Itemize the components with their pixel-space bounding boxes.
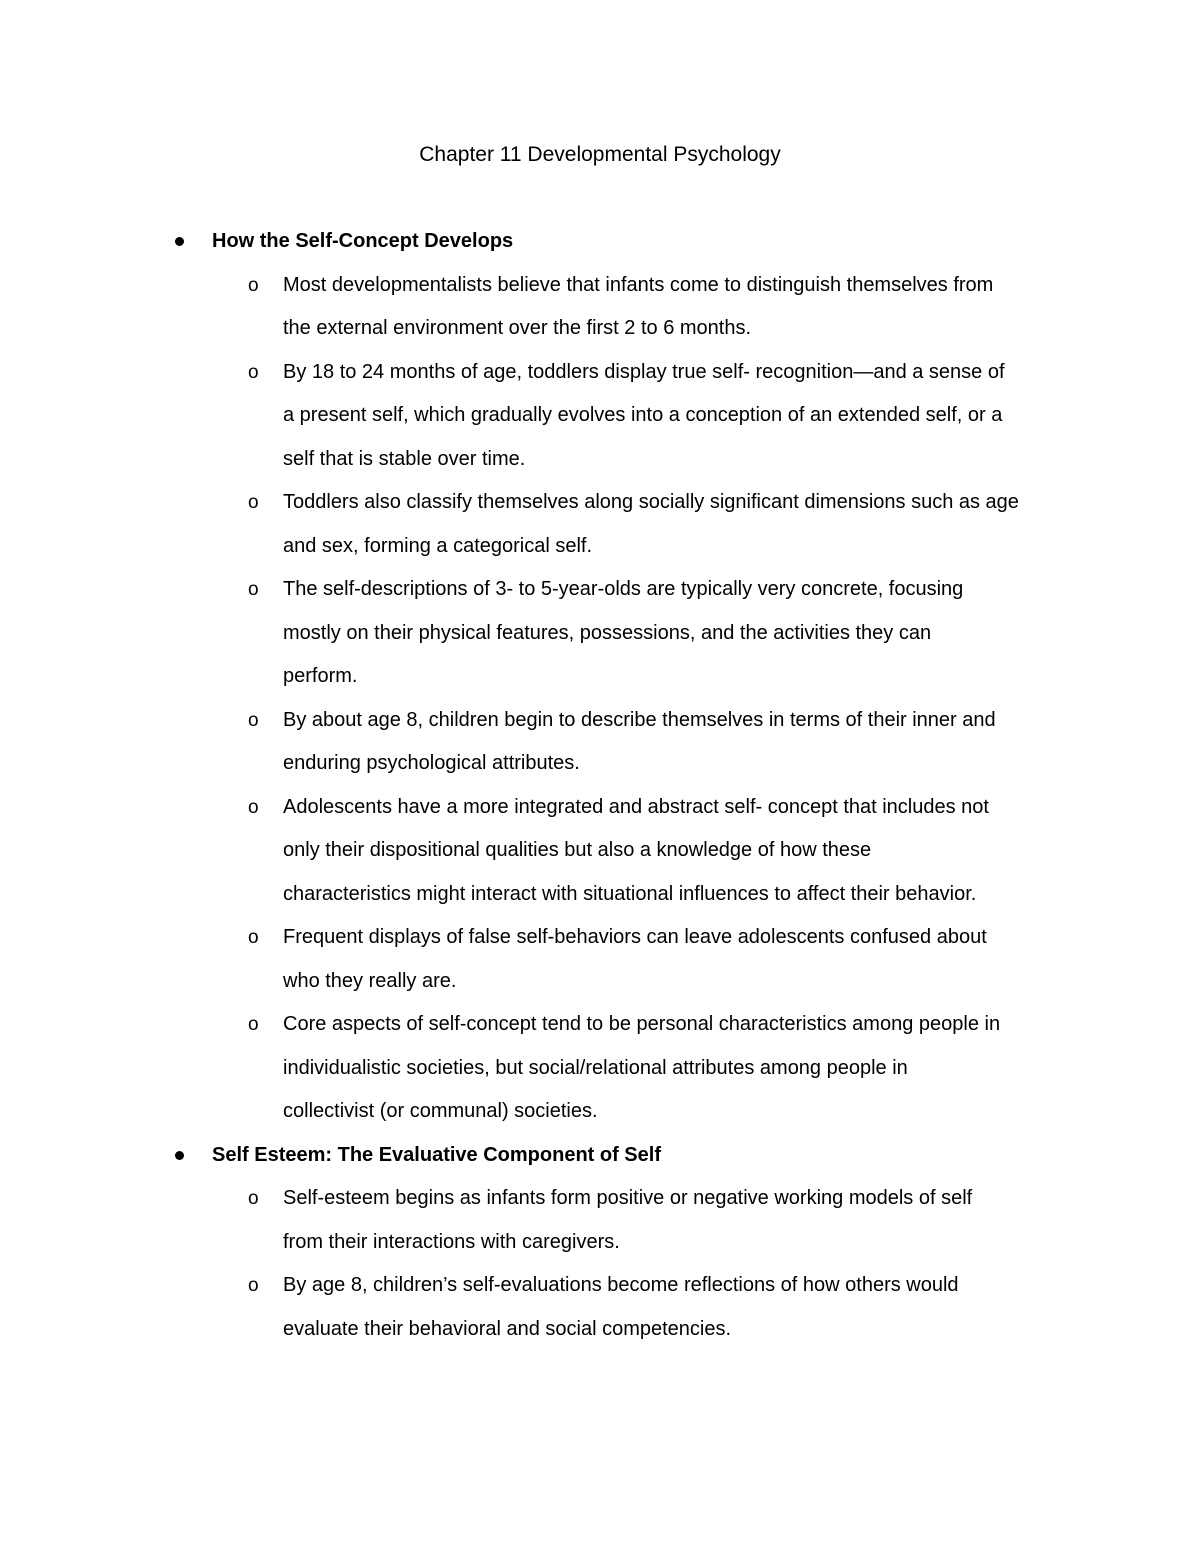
- bullet-dot-icon: [175, 237, 184, 246]
- sub-bullet-icon: o: [248, 1188, 259, 1209]
- sub-bullet-icon: o: [248, 274, 259, 296]
- list-item-line: perform.: [283, 665, 358, 687]
- list-item-line: individualistic societies, but social/relational attributes among people in: [283, 1056, 908, 1079]
- list-item-line: Most developmentalists believe that infants come to distinguish themselves from: [283, 273, 994, 296]
- sub-bullet-icon: o: [248, 927, 259, 948]
- list-item-line: By 18 to 24 months of age, toddlers display true self- recognition—and a sense of: [283, 360, 1005, 383]
- list-item-line: By about age 8, children begin to describe themselves in terms of their inner and: [283, 708, 996, 731]
- list-item-line: collectivist (or communal) societies.: [283, 1100, 598, 1122]
- list-item-line: only their dispositional qualities but also a knowledge of how these: [283, 839, 872, 861]
- list-item-line: Toddlers also classify themselves along socially significant dimensions such as age: [283, 491, 1019, 513]
- sub-bullet-icon: o: [248, 1014, 259, 1035]
- sub-bullet-icon: o: [248, 709, 259, 731]
- list-item-line: Frequent displays of false self-behaviors can leave adolescents confused about: [283, 926, 987, 948]
- sub-bullet-icon: o: [248, 1275, 259, 1296]
- sub-bullet-icon: o: [248, 361, 259, 383]
- list-item-line: from their interactions with caregivers.: [283, 1230, 620, 1253]
- bullet-dot-icon: [175, 1151, 184, 1160]
- list-item-line: and sex, forming a categorical self.: [283, 534, 593, 557]
- list-item-line: By age 8, children’s self-evaluations become reflections of how others would: [283, 1274, 959, 1296]
- list-item-line: a present self, which gradually evolves into a conception of an extended self, or a: [283, 404, 1003, 426]
- list-item-line: enduring psychological attributes.: [283, 752, 580, 774]
- list-item-line: evaluate their behavioral and social competencies.: [283, 1317, 732, 1340]
- sub-bullet-icon: o: [248, 492, 259, 513]
- section-heading: How the Self-Concept Develops: [212, 230, 514, 252]
- list-item-line: who they really are.: [283, 969, 457, 992]
- list-item-line: Adolescents have a more integrated and abstract self- concept that includes not: [283, 795, 989, 818]
- list-item-line: self that is stable over time.: [283, 447, 526, 470]
- sub-bullet-icon: o: [248, 796, 259, 818]
- section-heading: Self Esteem: The Evaluative Component of Self: [212, 1143, 661, 1166]
- list-item-line: Core aspects of self-concept tend to be personal characteristics among people in: [283, 1013, 1001, 1035]
- page-title: Chapter 11 Developmental Psychology: [419, 143, 781, 166]
- sub-bullet-icon: o: [248, 579, 259, 600]
- list-item-line: Self-esteem begins as infants form positive or negative working models of self: [283, 1187, 973, 1209]
- list-item-line: characteristics might interact with situational influences to affect their behavior.: [283, 882, 977, 905]
- list-item-line: The self-descriptions of 3- to 5-year-olds are typically very concrete, focusing: [283, 578, 964, 600]
- list-item-line: the external environment over the first 2 to 6 months.: [283, 317, 752, 339]
- list-item-line: mostly on their physical features, possessions, and the activities they can: [283, 621, 932, 644]
